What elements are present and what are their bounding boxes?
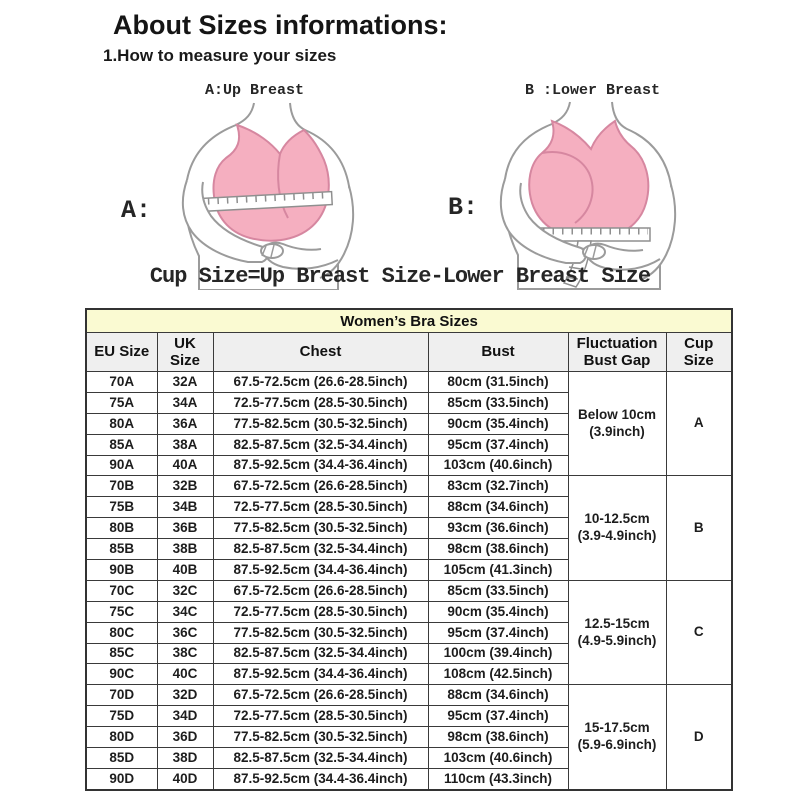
header-fluctuation-bust-gap: Fluctuation Bust Gap (568, 333, 666, 372)
bust-cell: 88cm (34.6inch) (428, 685, 568, 706)
uk-size-cell: 40A (157, 455, 213, 476)
table-row (86, 372, 732, 393)
bust-cell: 108cm (42.5inch) (428, 664, 568, 685)
bust-cell: 80cm (31.5inch) (428, 372, 568, 393)
eu-size-cell: 75D (86, 706, 157, 727)
uk-size-cell: 40B (157, 560, 213, 581)
chest-cell: 82.5-87.5cm (32.5-34.4inch) (213, 748, 428, 769)
uk-size-cell: 40D (157, 768, 213, 789)
fluctuation-bust-gap-cell: 15-17.5cm (5.9-6.9inch) (568, 685, 666, 790)
cup-size-formula: Cup Size=Up Breast Size-Lower Breast Size (149, 264, 651, 289)
table-title-row (86, 309, 732, 333)
bust-cell: 85cm (33.5inch) (428, 580, 568, 601)
bust-cell: 90cm (35.4inch) (428, 413, 568, 434)
chest-cell: 77.5-82.5cm (30.5-32.5inch) (213, 622, 428, 643)
eu-size-cell: 85D (86, 748, 157, 769)
bust-cell: 90cm (35.4inch) (428, 601, 568, 622)
chest-cell: 87.5-92.5cm (34.4-36.4inch) (213, 768, 428, 789)
size-table-body (86, 372, 732, 790)
uk-size-cell: 32A (157, 372, 213, 393)
uk-size-cell: 38A (157, 434, 213, 455)
chest-cell: 72.5-77.5cm (28.5-30.5inch) (213, 601, 428, 622)
fluctuation-bust-gap-cell: 10-12.5cm (3.9-4.9inch) (568, 476, 666, 580)
eu-size-cell: 90A (86, 455, 157, 476)
table-row (86, 685, 732, 706)
fluctuation-bust-gap-cell: Below 10cm (3.9inch) (568, 372, 666, 476)
eu-size-cell: 80C (86, 622, 157, 643)
bra-size-table (85, 308, 733, 791)
chest-cell: 67.5-72.5cm (26.6-28.5inch) (213, 685, 428, 706)
uk-size-cell: 32B (157, 476, 213, 497)
eu-size-cell: 85B (86, 539, 157, 560)
eu-size-cell: 85C (86, 643, 157, 664)
chest-cell: 77.5-82.5cm (30.5-32.5inch) (213, 727, 428, 748)
bust-cell: 93cm (36.6inch) (428, 518, 568, 539)
chest-cell: 87.5-92.5cm (34.4-36.4inch) (213, 455, 428, 476)
cup-size-cell: D (666, 685, 732, 790)
uk-size-cell: 36B (157, 518, 213, 539)
figure-a-label: A: (121, 196, 152, 225)
bust-cell: 110cm (43.3inch) (428, 768, 568, 789)
header-bust: Bust (428, 333, 568, 372)
chest-cell: 87.5-92.5cm (34.4-36.4inch) (213, 560, 428, 581)
eu-size-cell: 75B (86, 497, 157, 518)
chest-cell: 82.5-87.5cm (32.5-34.4inch) (213, 539, 428, 560)
eu-size-cell: 70C (86, 580, 157, 601)
eu-size-cell: 80A (86, 413, 157, 434)
measure-up-breast-illustration (142, 100, 392, 290)
eu-size-cell: 90C (86, 664, 157, 685)
uk-size-cell: 38C (157, 643, 213, 664)
cup-size-cell: B (666, 476, 732, 580)
table-row (86, 580, 732, 601)
page-subtitle: 1.How to measure your sizes (103, 46, 337, 65)
cup-size-cell: C (666, 580, 732, 684)
header-cup-size: Cup Size (666, 333, 732, 372)
cup-size-cell: A (666, 372, 732, 476)
chest-cell: 67.5-72.5cm (26.6-28.5inch) (213, 580, 428, 601)
chest-cell: 82.5-87.5cm (32.5-34.4inch) (213, 643, 428, 664)
chest-cell: 77.5-82.5cm (30.5-32.5inch) (213, 413, 428, 434)
bust-cell: 85cm (33.5inch) (428, 392, 568, 413)
bust-cell: 88cm (34.6inch) (428, 497, 568, 518)
chest-cell: 77.5-82.5cm (30.5-32.5inch) (213, 518, 428, 539)
chest-cell: 87.5-92.5cm (34.4-36.4inch) (213, 664, 428, 685)
fluctuation-bust-gap-cell: 12.5-15cm (4.9-5.9inch) (568, 580, 666, 684)
uk-size-cell: 38D (157, 748, 213, 769)
bust-cell: 83cm (32.7inch) (428, 476, 568, 497)
uk-size-cell: 36D (157, 727, 213, 748)
bust-cell: 105cm (41.3inch) (428, 560, 568, 581)
bust-cell: 103cm (40.6inch) (428, 748, 568, 769)
chest-cell: 72.5-77.5cm (28.5-30.5inch) (213, 706, 428, 727)
figure-b-caption: B :Lower Breast (525, 82, 661, 99)
uk-size-cell: 34A (157, 392, 213, 413)
eu-size-cell: 75A (86, 392, 157, 413)
bust-cell: 95cm (37.4inch) (428, 434, 568, 455)
eu-size-cell: 75C (86, 601, 157, 622)
bust-cell: 95cm (37.4inch) (428, 706, 568, 727)
chest-cell: 67.5-72.5cm (26.6-28.5inch) (213, 476, 428, 497)
eu-size-cell: 70B (86, 476, 157, 497)
chest-cell: 72.5-77.5cm (28.5-30.5inch) (213, 392, 428, 413)
uk-size-cell: 32D (157, 685, 213, 706)
eu-size-cell: 90B (86, 560, 157, 581)
eu-size-cell: 70D (86, 685, 157, 706)
uk-size-cell: 32C (157, 580, 213, 601)
figure-b-label: B: (448, 193, 479, 222)
header-eu-size: EU Size (86, 333, 157, 372)
uk-size-cell: 40C (157, 664, 213, 685)
uk-size-cell: 38B (157, 539, 213, 560)
uk-size-cell: 34C (157, 601, 213, 622)
eu-size-cell: 85A (86, 434, 157, 455)
uk-size-cell: 34D (157, 706, 213, 727)
eu-size-cell: 80D (86, 727, 157, 748)
header-uk-size: UK Size (157, 333, 213, 372)
bust-cell: 98cm (38.6inch) (428, 727, 568, 748)
measure-lower-breast-illustration (462, 98, 712, 290)
uk-size-cell: 36C (157, 622, 213, 643)
page-title: About Sizes informations: (113, 10, 448, 40)
bust-cell: 98cm (38.6inch) (428, 539, 568, 560)
table-row (86, 476, 732, 497)
uk-size-cell: 34B (157, 497, 213, 518)
header-chest: Chest (213, 333, 428, 372)
table-header-row (86, 333, 732, 372)
eu-size-cell: 90D (86, 768, 157, 789)
eu-size-cell: 80B (86, 518, 157, 539)
bust-cell: 100cm (39.4inch) (428, 643, 568, 664)
figure-a-caption: A:Up Breast (205, 82, 305, 99)
eu-size-cell: 70A (86, 372, 157, 393)
uk-size-cell: 36A (157, 413, 213, 434)
bust-cell: 103cm (40.6inch) (428, 455, 568, 476)
chest-cell: 67.5-72.5cm (26.6-28.5inch) (213, 372, 428, 393)
table-title: Women’s Bra Sizes (86, 309, 732, 333)
bust-cell: 95cm (37.4inch) (428, 622, 568, 643)
chest-cell: 82.5-87.5cm (32.5-34.4inch) (213, 434, 428, 455)
chest-cell: 72.5-77.5cm (28.5-30.5inch) (213, 497, 428, 518)
